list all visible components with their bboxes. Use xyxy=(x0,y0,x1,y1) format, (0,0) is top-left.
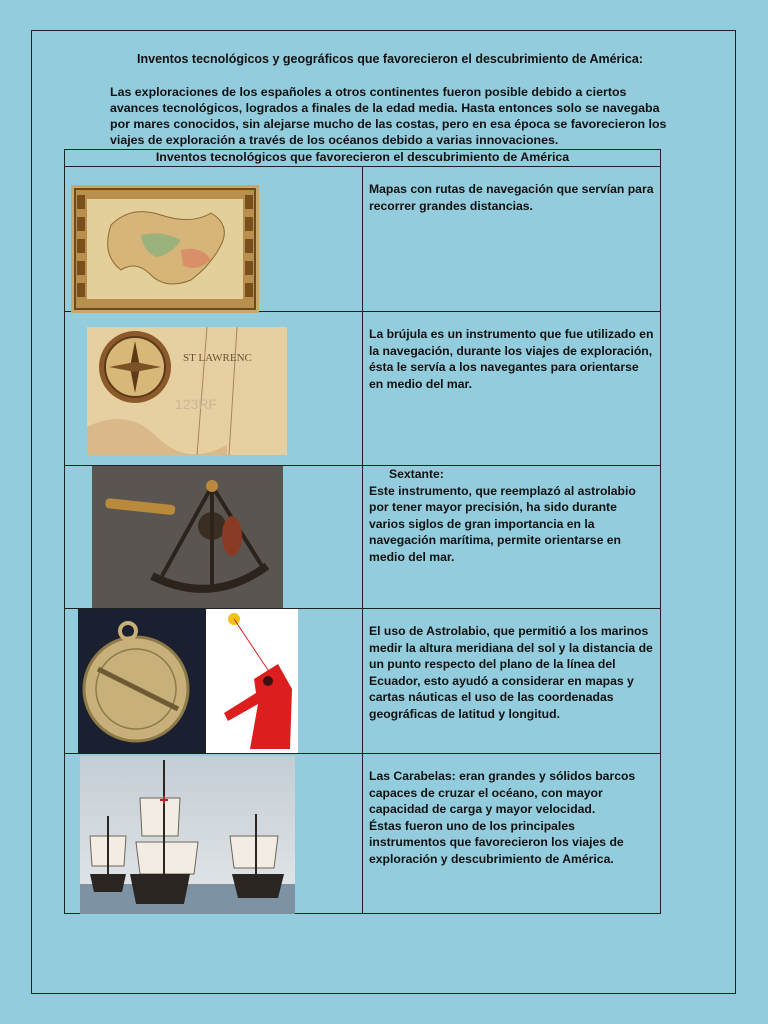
image-cell xyxy=(65,167,363,312)
maps-description: Mapas con rutas de navegación que servían para recorrer grandes distancias. xyxy=(369,182,654,213)
table-row xyxy=(65,466,661,609)
caravels-description: Las Carabelas: eran grandes y sólidos barcos capaces de cruzar el océano, con mayor capacidad de carga y mayor velocidad. xyxy=(369,769,636,816)
table-row xyxy=(65,754,661,914)
watermark: 123RF xyxy=(175,396,218,412)
table-header: Inventos tecnológicos que favorecieron el descubrimiento de América xyxy=(65,150,661,167)
compass-description: La brújula es un instrumento que fue utilizado en la navegación, durante los viajes de exploración, ésta le servía a los navegantes para orientarse en medio del mar. xyxy=(369,327,654,391)
map-of-europe-image xyxy=(71,185,259,313)
document-title: Inventos tecnológicos y geográficos que favorecieron el descubrimiento de América: xyxy=(137,52,643,66)
image-cell xyxy=(65,466,363,609)
image-cell xyxy=(65,312,363,466)
map-caption: ST LAWRENC xyxy=(183,352,252,364)
intro-paragraph: Las exploraciones de los españoles a otros continentes fueron posible debido a ciertos avances tecnológicos, logrados a finales de la edad media. Hasta entonces solo se navegaba por mares conocidos, sin alejarse mucho de las costas, pero en esa época se favorecieron los viajes de exploración a través de los océanos debido a varias innovaciones. xyxy=(110,85,667,147)
sextant-image xyxy=(92,466,283,608)
caravels-image xyxy=(80,756,295,914)
text-cell xyxy=(363,167,661,312)
inventions-table xyxy=(64,149,661,914)
caravels-description-2: Éstas fueron uno de los principales instrumentos que favorecieron los viajes de exploración y descubrimiento de América. xyxy=(369,818,624,866)
image-cell xyxy=(65,754,363,914)
astrolabe-image xyxy=(78,609,298,753)
table-row xyxy=(65,167,661,312)
sextant-heading: Sextante: xyxy=(389,467,444,481)
table-row xyxy=(65,312,661,466)
text-cell xyxy=(363,466,661,609)
astrolabe-description: El uso de Astrolabio, que permitió a los marinos medir la altura meridiana del sol y la distancia de un punto respecto del plano de la línea del Ecuador, esto ayudó a considerar en mapas y cartas náuticas el uso de las coordenadas geográficas de latitud y longitud. xyxy=(369,624,653,721)
image-cell xyxy=(65,609,363,754)
sextant-description: Este instrumento, que reemplazó al astrolabio por tener mayor precisión, ha sido durante varios siglos de gran importancia en la navegación marítima, permite orientarse en medio del mar. xyxy=(369,483,636,564)
compass-on-map-image xyxy=(87,327,287,455)
text-cell xyxy=(363,754,661,914)
text-cell xyxy=(363,609,661,754)
text-cell xyxy=(363,312,661,466)
table-row xyxy=(65,609,661,754)
